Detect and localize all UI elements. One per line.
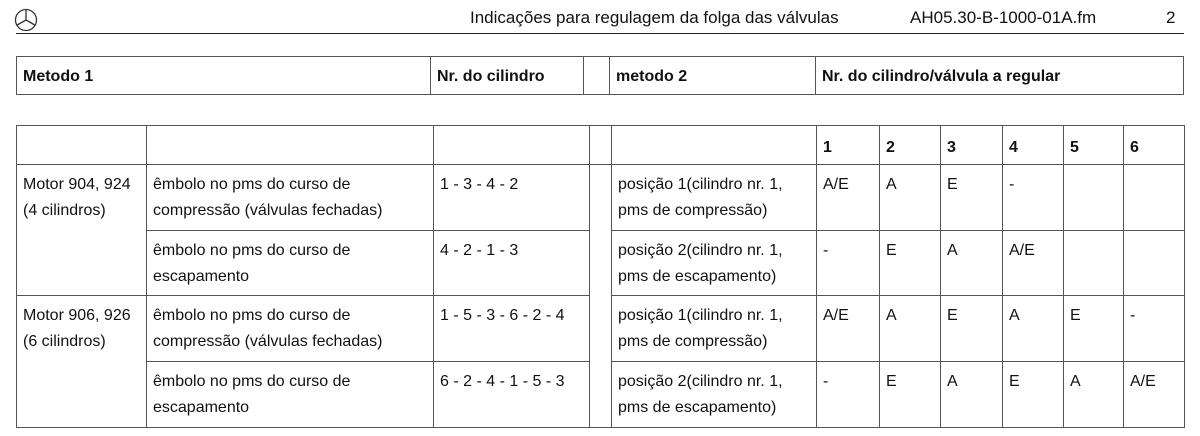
method2-header <box>609 56 816 95</box>
position-cell: posição 2(cilindro nr. 1, pms de escapamento) <box>611 361 817 428</box>
document-filename: AH05.30-B-1000-01A.fm <box>910 8 1097 27</box>
table-header-cell <box>146 125 434 165</box>
motor-cell: Motor 906, 926 (6 cilindros) <box>16 295 147 428</box>
table-header-cell <box>16 125 147 165</box>
valve-cell: E <box>879 361 941 428</box>
table-header-cell <box>433 125 590 165</box>
condition-cell: êmbolo no pms do curso de compressão (válvulas fechadas) <box>146 295 434 362</box>
valve-cell: - <box>1002 164 1064 231</box>
valve-cell: E <box>940 295 1003 362</box>
method1-header <box>16 56 431 95</box>
mercedes-star-icon <box>14 8 38 32</box>
table-spacer <box>589 164 612 428</box>
header-spacer <box>583 56 610 95</box>
valve-cell: A/E <box>1123 361 1185 428</box>
valve-cell: E <box>1063 295 1124 362</box>
valve-cell: A <box>940 361 1003 428</box>
valve-cell: A <box>879 164 941 231</box>
cylinder-valve-header <box>815 56 1184 95</box>
valve-cell <box>1123 230 1185 296</box>
cylinder-order-header-label: Nr. do cilindro <box>437 68 545 85</box>
valve-cell: A <box>1002 295 1064 362</box>
firing-order-cell: 4 - 2 - 1 - 3 <box>433 230 590 296</box>
valve-cell: E <box>1002 361 1064 428</box>
header-rule <box>16 33 1184 34</box>
valve-cell: E <box>940 164 1003 231</box>
valve-cell <box>1063 230 1124 296</box>
method2-header-label: metodo 2 <box>616 68 688 85</box>
valve-cell: - <box>816 230 880 296</box>
cylinder-col-header: 6 <box>1123 125 1185 165</box>
table-header-cell <box>611 125 817 165</box>
cylinder-col-header: 3 <box>940 125 1003 165</box>
cylinder-col-header: 1 <box>816 125 880 165</box>
position-cell: posição 1(cilindro nr. 1, pms de compressão) <box>611 164 817 231</box>
valve-cell: A <box>1063 361 1124 428</box>
document-title: Indicações para regulagem da folga das válvulas <box>470 8 839 27</box>
cylinder-valve-header-label: Nr. do cilindro/válvula a regular <box>822 68 1061 85</box>
valve-cell <box>1063 164 1124 231</box>
table-header-spacer <box>589 125 612 165</box>
position-cell: posição 1(cilindro nr. 1, pms de compressão) <box>611 295 817 362</box>
condition-cell: êmbolo no pms do curso de escapamento <box>146 361 434 428</box>
cylinder-col-header: 4 <box>1002 125 1064 165</box>
valve-cell: A <box>940 230 1003 296</box>
valve-cell: A/E <box>816 164 880 231</box>
firing-order-cell: 6 - 2 - 4 - 1 - 5 - 3 <box>433 361 590 428</box>
condition-cell: êmbolo no pms do curso de compressão (válvulas fechadas) <box>146 164 434 231</box>
valve-cell: - <box>1123 295 1185 362</box>
cylinder-col-header: 2 <box>879 125 941 165</box>
valve-cell: A/E <box>1002 230 1064 296</box>
firing-order-cell: 1 - 3 - 4 - 2 <box>433 164 590 231</box>
valve-cell: - <box>816 361 880 428</box>
page-number: 2 <box>1166 8 1176 27</box>
valve-cell: A/E <box>816 295 880 362</box>
cylinder-col-header: 5 <box>1063 125 1124 165</box>
firing-order-cell: 1 - 5 - 3 - 6 - 2 - 4 <box>433 295 590 362</box>
valve-cell: A <box>879 295 941 362</box>
method1-header-label: Metodo 1 <box>23 68 94 85</box>
position-cell: posição 2(cilindro nr. 1, pms de escapamento) <box>611 230 817 296</box>
valve-cell: E <box>879 230 941 296</box>
motor-cell: Motor 904, 924 (4 cilindros) <box>16 164 147 296</box>
valve-cell <box>1123 164 1185 231</box>
condition-cell: êmbolo no pms do curso de escapamento <box>146 230 434 296</box>
cylinder-order-header <box>430 56 584 95</box>
